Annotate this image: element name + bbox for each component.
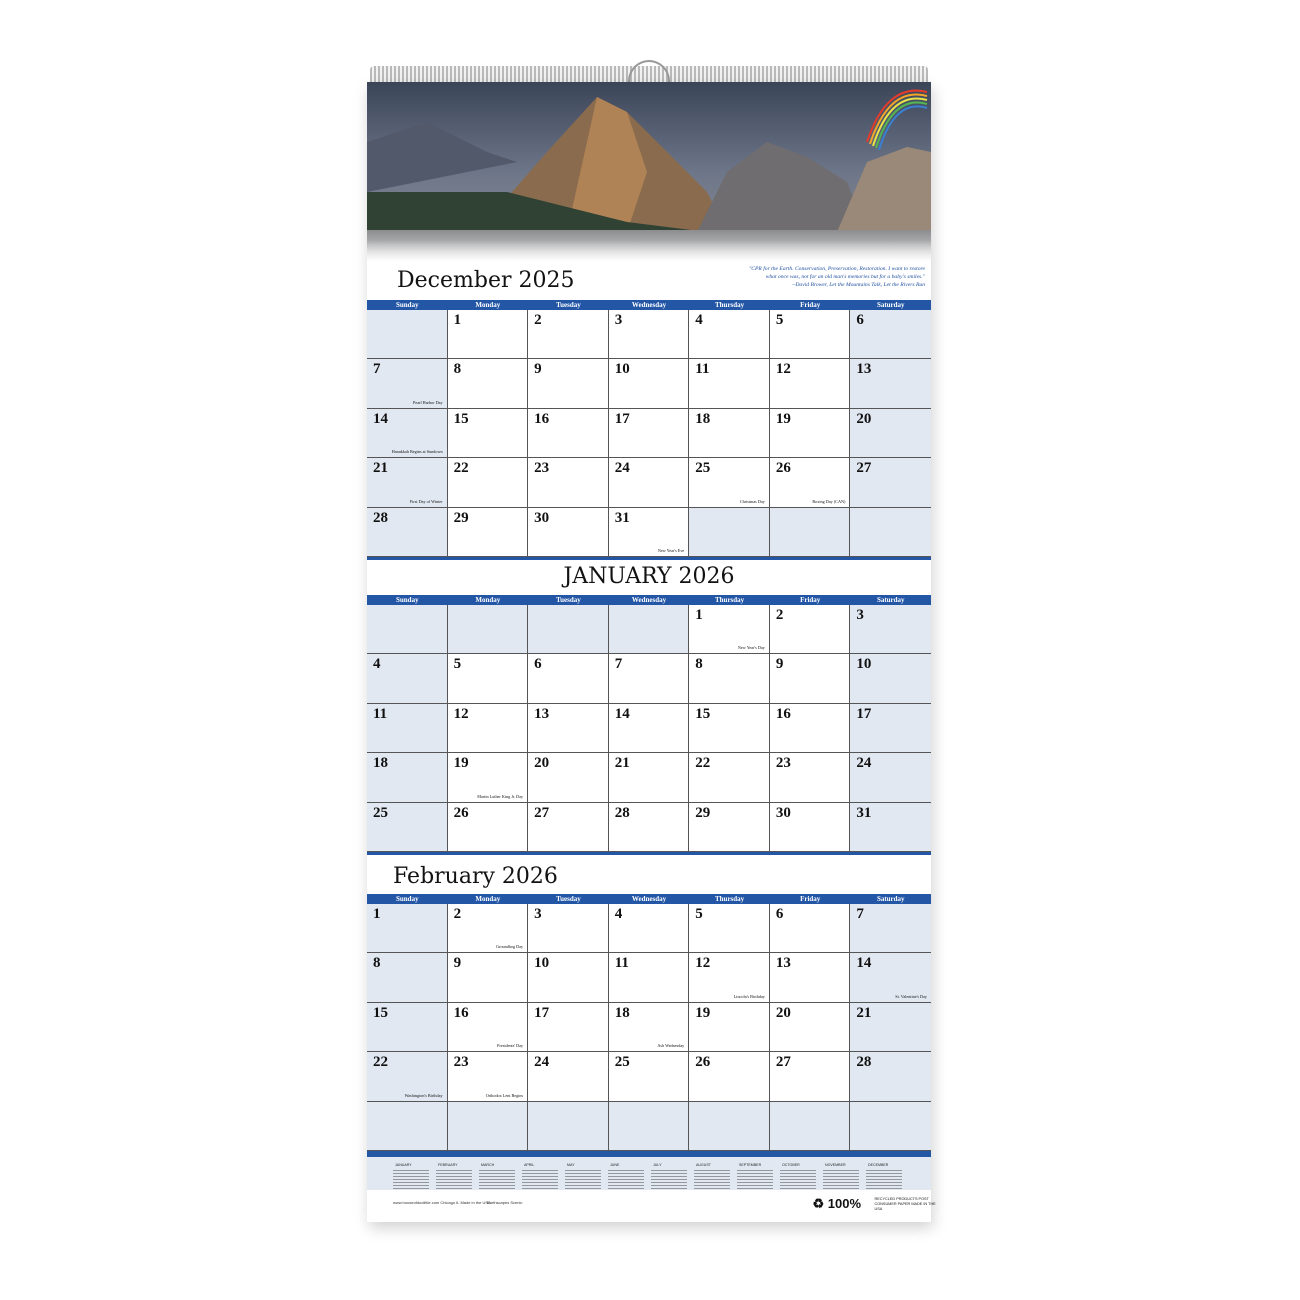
- day-cell: [689, 704, 770, 753]
- day-number: 18: [614, 1004, 630, 1021]
- year-at-a-glance-strip: [367, 1154, 931, 1190]
- day-number: 17: [534, 1004, 550, 1021]
- day-cell: [689, 310, 770, 359]
- year-strip-mini-month: [522, 1169, 558, 1189]
- day-cell: [850, 409, 931, 458]
- day-cell: [448, 1003, 529, 1052]
- day-cell: [770, 310, 851, 359]
- empty-day-cell: [609, 605, 690, 654]
- weekday-header: [367, 300, 931, 310]
- day-cell: [609, 704, 690, 753]
- day-cell: [770, 753, 851, 802]
- holiday-label: Christmas Day: [739, 498, 765, 504]
- day-number: 4: [614, 906, 623, 922]
- year-strip-mini-month: [737, 1169, 773, 1189]
- day-cell: [850, 458, 931, 507]
- holiday-label: First Day of Winter: [409, 498, 443, 504]
- empty-day-cell: [689, 508, 770, 557]
- day-cell: [850, 753, 931, 802]
- day-number: 18: [373, 755, 388, 772]
- day-cell: [448, 409, 529, 458]
- wall-calendar: [367, 82, 936, 1222]
- day-cell: [367, 508, 448, 557]
- day-number: 18: [695, 410, 711, 427]
- year-strip-month-label: JULY: [653, 1163, 662, 1167]
- day-cell: [609, 310, 690, 359]
- month-title: February 2026: [393, 864, 558, 889]
- day-number: 8: [695, 656, 703, 673]
- weekday-label: Tuesday: [556, 596, 581, 604]
- day-number: 12: [775, 361, 791, 378]
- day-cell: [528, 654, 609, 703]
- day-cell: [609, 1052, 690, 1101]
- day-number: 23: [453, 1054, 469, 1071]
- holiday-label: Presidents' Day: [497, 1043, 524, 1049]
- day-number: 28: [614, 804, 630, 821]
- year-strip-mini-month: [694, 1169, 730, 1189]
- day-number: 2: [453, 906, 462, 922]
- calendar-grid: [367, 605, 931, 855]
- holiday-label: Boxing Day (CAN): [812, 498, 846, 504]
- day-cell: [609, 953, 690, 1002]
- day-cell: [367, 904, 448, 953]
- year-strip-mini-month: [565, 1169, 601, 1189]
- day-number: 8: [373, 955, 381, 972]
- weekday-label: Tuesday: [556, 895, 581, 903]
- day-number: 13: [856, 361, 872, 378]
- day-cell: [448, 508, 529, 557]
- holiday-label: Lincoln's Birthday: [733, 993, 765, 999]
- day-cell: [850, 704, 931, 753]
- day-number: 2: [775, 607, 784, 623]
- day-number: 11: [695, 361, 710, 378]
- day-number: 19: [775, 410, 791, 427]
- weekday-header: [367, 894, 931, 904]
- year-strip-mini-month: [823, 1169, 859, 1189]
- day-cell: [689, 803, 770, 852]
- day-cell: [850, 654, 931, 703]
- month-title: December 2025: [397, 268, 575, 293]
- month-january-2026: [367, 562, 931, 856]
- holiday-label: Groundhog Day: [496, 944, 524, 950]
- day-number: 27: [775, 1054, 791, 1071]
- year-strip-month-label: MAY: [567, 1163, 575, 1167]
- day-number: 9: [453, 955, 462, 972]
- calendar-grid: [367, 904, 931, 1154]
- year-strip-month-label: JUNE: [610, 1163, 620, 1167]
- hanger-loop: [628, 60, 670, 82]
- day-cell: [689, 904, 770, 953]
- holiday-label: New Year's Eve: [657, 548, 685, 553]
- day-cell: [367, 1003, 448, 1052]
- day-number: 6: [775, 906, 784, 922]
- day-number: 9: [775, 656, 784, 673]
- day-cell: [770, 458, 851, 507]
- day-number: 9: [534, 361, 542, 378]
- year-strip-month-label: FEBRUARY: [438, 1163, 458, 1167]
- day-number: 2: [534, 312, 542, 328]
- year-strip-month-label: APRIL: [524, 1163, 535, 1167]
- day-cell: [689, 1052, 770, 1101]
- day-number: 25: [614, 1054, 630, 1071]
- day-number: 5: [695, 906, 703, 922]
- day-cell: [689, 458, 770, 507]
- day-cell: [528, 458, 609, 507]
- day-number: 23: [534, 460, 550, 477]
- day-number: 22: [695, 755, 711, 772]
- weekday-label: Monday: [475, 895, 501, 903]
- day-cell: [528, 953, 609, 1002]
- day-cell: [609, 508, 690, 557]
- day-cell: [367, 1052, 448, 1101]
- weekday-label: Tuesday: [556, 301, 581, 309]
- empty-day-cell: [367, 310, 448, 359]
- day-number: 20: [534, 755, 550, 772]
- day-number: 24: [534, 1054, 550, 1071]
- weekday-label: Friday: [800, 301, 821, 309]
- day-number: 10: [534, 955, 550, 972]
- day-cell: [689, 605, 770, 654]
- day-number: 26: [775, 460, 791, 477]
- day-cell: [528, 704, 609, 753]
- day-cell: [448, 704, 529, 753]
- day-number: 11: [373, 705, 388, 722]
- weekday-header: [367, 595, 931, 605]
- day-number: 5: [453, 656, 462, 673]
- empty-day-cell: [367, 1102, 448, 1151]
- day-number: 16: [775, 705, 791, 722]
- day-cell: [850, 803, 931, 852]
- day-number: 13: [534, 705, 550, 722]
- year-strip-mini-month: [780, 1169, 816, 1189]
- day-number: 29: [453, 509, 469, 526]
- day-cell: [367, 753, 448, 802]
- empty-day-cell: [850, 508, 931, 557]
- weekday-label: Wednesday: [631, 301, 667, 309]
- weekday-label: Monday: [475, 596, 501, 604]
- year-strip-month-label: MARCH: [481, 1163, 495, 1167]
- day-cell: [770, 953, 851, 1002]
- day-number: 1: [373, 906, 381, 922]
- empty-day-cell: [528, 1102, 609, 1151]
- day-number: 19: [453, 755, 469, 772]
- weekday-label: Sunday: [396, 596, 419, 604]
- day-number: 1: [453, 312, 462, 328]
- day-number: 24: [614, 460, 630, 477]
- day-cell: [609, 1003, 690, 1052]
- day-cell: [770, 1052, 851, 1101]
- day-cell: [448, 904, 529, 953]
- day-number: 27: [534, 804, 550, 821]
- holiday-label: Pearl Harbor Day: [413, 399, 443, 405]
- day-cell: [689, 654, 770, 703]
- day-number: 20: [775, 1004, 791, 1021]
- day-cell: [367, 654, 448, 703]
- day-cell: [609, 803, 690, 852]
- year-strip-mini-month: [479, 1169, 515, 1189]
- day-number: 3: [534, 906, 542, 922]
- recycled-badge: ♻ 100% RECYCLED PRODUCTS POST CONSUMER PAPER MADE IN THE USA: [812, 1196, 936, 1211]
- day-number: 17: [856, 705, 872, 722]
- year-strip-month-label: DECEMBER: [868, 1163, 889, 1167]
- empty-day-cell: [448, 605, 529, 654]
- day-cell: [609, 409, 690, 458]
- holiday-label: New Year's Day: [737, 645, 765, 651]
- day-cell: [770, 654, 851, 703]
- day-cell: [770, 1003, 851, 1052]
- day-number: 31: [614, 509, 630, 526]
- day-number: 24: [856, 755, 872, 772]
- month-december-2025: [367, 268, 931, 560]
- day-cell: [448, 803, 529, 852]
- day-number: 27: [856, 460, 872, 477]
- day-number: 26: [695, 1054, 711, 1071]
- day-number: 7: [373, 361, 381, 378]
- holiday-label: Hanukkah Begins at Sundown: [391, 449, 443, 455]
- day-cell: [850, 605, 931, 654]
- year-strip-mini-month: [866, 1169, 902, 1189]
- weekday-label: Thursday: [715, 596, 745, 604]
- month-february-2026: [367, 860, 931, 1154]
- weekday-label: Thursday: [715, 895, 745, 903]
- day-cell: [770, 359, 851, 408]
- day-cell: [609, 904, 690, 953]
- year-strip-month-label: OCTOBER: [782, 1163, 800, 1167]
- day-cell: [448, 1052, 529, 1101]
- day-number: 25: [373, 804, 388, 821]
- day-number: 15: [373, 1004, 388, 1021]
- day-cell: [528, 1003, 609, 1052]
- day-cell: [850, 1003, 931, 1052]
- day-cell: [528, 508, 609, 557]
- day-cell: [689, 409, 770, 458]
- day-number: 10: [614, 361, 630, 378]
- day-number: 4: [373, 656, 381, 673]
- holiday-label: St. Valentine's Day: [895, 993, 927, 999]
- empty-day-cell: [528, 605, 609, 654]
- day-number: 17: [614, 410, 630, 427]
- day-number: 28: [373, 509, 388, 526]
- year-strip-mini-month: [436, 1169, 472, 1189]
- day-number: 14: [373, 410, 388, 427]
- year-strip-month-label: SEPTEMBER: [739, 1163, 762, 1167]
- day-number: 3: [856, 607, 864, 623]
- sku-text: Earthscapes Scenic: [487, 1200, 523, 1205]
- day-cell: [689, 753, 770, 802]
- day-cell: [448, 654, 529, 703]
- weekday-label: Saturday: [876, 596, 905, 604]
- day-cell: [850, 1052, 931, 1101]
- day-cell: [770, 803, 851, 852]
- day-cell: [528, 359, 609, 408]
- day-number: 21: [614, 755, 630, 772]
- day-number: 26: [453, 804, 469, 821]
- day-cell: [770, 904, 851, 953]
- year-strip-month-label: NOVEMBER: [825, 1163, 846, 1167]
- holiday-label: Martin Luther King Jr. Day: [477, 793, 524, 799]
- day-cell: [850, 310, 931, 359]
- day-number: 22: [453, 460, 469, 477]
- day-cell: [528, 409, 609, 458]
- day-cell: [770, 409, 851, 458]
- day-number: 10: [856, 656, 872, 673]
- empty-day-cell: [850, 1102, 931, 1151]
- day-cell: [367, 953, 448, 1002]
- day-cell: [528, 803, 609, 852]
- holiday-label: Ash Wednesday: [657, 1043, 685, 1049]
- day-cell: [528, 904, 609, 953]
- day-number: 23: [775, 755, 791, 772]
- holiday-label: Washington's Birthday: [404, 1092, 443, 1098]
- empty-day-cell: [448, 1102, 529, 1151]
- weekday-label: Thursday: [715, 301, 745, 309]
- day-cell: [770, 605, 851, 654]
- weekday-label: Sunday: [396, 895, 419, 903]
- year-strip-mini-month: [651, 1169, 687, 1189]
- day-cell: [609, 753, 690, 802]
- day-cell: [448, 753, 529, 802]
- empty-day-cell: [689, 1102, 770, 1151]
- day-number: 30: [775, 804, 791, 821]
- weekday-label: Saturday: [876, 895, 905, 903]
- weekday-label: Friday: [800, 596, 821, 604]
- day-number: 3: [614, 312, 623, 328]
- day-number: 16: [534, 410, 550, 427]
- day-cell: [528, 753, 609, 802]
- day-number: 14: [856, 955, 872, 972]
- day-number: 28: [856, 1054, 872, 1071]
- calendar-grid: [367, 310, 931, 560]
- day-number: 7: [614, 656, 623, 673]
- day-number: 22: [373, 1054, 388, 1071]
- day-number: 15: [695, 705, 711, 722]
- day-cell: [609, 654, 690, 703]
- empty-day-cell: [609, 1102, 690, 1151]
- day-cell: [850, 904, 931, 953]
- day-number: 20: [856, 410, 872, 427]
- day-number: 6: [534, 656, 542, 673]
- day-number: 12: [453, 705, 469, 722]
- day-number: 25: [695, 460, 711, 477]
- day-number: 30: [534, 509, 550, 526]
- day-number: 5: [775, 312, 784, 328]
- day-cell: [528, 1052, 609, 1101]
- day-number: 15: [453, 410, 469, 427]
- mountain-photo: [367, 82, 931, 262]
- day-cell: [367, 359, 448, 408]
- empty-day-cell: [770, 1102, 851, 1151]
- brand-text: www.houseofdoolittle.com Chicago IL Made in the USA: [393, 1200, 491, 1205]
- holiday-label: Orthodox Lent Begins: [485, 1092, 524, 1098]
- recycle-icon: ♻: [812, 1196, 825, 1211]
- day-cell: [850, 359, 931, 408]
- weekday-label: Wednesday: [631, 895, 667, 903]
- day-number: 21: [856, 1004, 872, 1021]
- day-number: 1: [695, 607, 703, 623]
- day-cell: [850, 953, 931, 1002]
- year-strip-month-label: JANUARY: [395, 1163, 412, 1167]
- day-cell: [770, 704, 851, 753]
- day-cell: [367, 803, 448, 852]
- day-cell: [367, 458, 448, 507]
- day-number: 6: [856, 312, 864, 328]
- day-cell: [448, 310, 529, 359]
- day-cell: [689, 953, 770, 1002]
- day-cell: [528, 310, 609, 359]
- day-cell: [689, 359, 770, 408]
- day-cell: [448, 953, 529, 1002]
- day-number: 19: [695, 1004, 711, 1021]
- year-strip-month-label: AUGUST: [696, 1163, 711, 1167]
- weekday-label: Monday: [475, 301, 501, 309]
- calendar-footer: [367, 1190, 936, 1220]
- day-number: 29: [695, 804, 711, 821]
- weekday-label: Saturday: [876, 301, 905, 309]
- weekday-label: Wednesday: [631, 596, 667, 604]
- day-cell: [448, 359, 529, 408]
- weekday-label: Sunday: [396, 301, 419, 309]
- day-cell: [609, 458, 690, 507]
- quote: "CPR for the Earth. Conservation, Preservation, Restoration. I want to restore what once was, not for an old man's memories but for a baby's smiles." ~David Brower, Let the Mountains Talk, Let the Rivers Run: [748, 266, 925, 288]
- day-number: 8: [453, 361, 462, 378]
- month-title: JANUARY 2026: [563, 564, 735, 589]
- empty-day-cell: [770, 508, 851, 557]
- weekday-label: Friday: [800, 895, 821, 903]
- day-number: 13: [775, 955, 791, 972]
- day-cell: [609, 359, 690, 408]
- day-number: 14: [614, 705, 630, 722]
- empty-day-cell: [367, 605, 448, 654]
- day-cell: [448, 458, 529, 507]
- day-number: 7: [856, 906, 864, 922]
- day-number: 12: [695, 955, 711, 972]
- day-number: 4: [695, 312, 703, 328]
- day-number: 11: [614, 955, 629, 972]
- day-cell: [689, 1003, 770, 1052]
- year-strip-mini-month: [608, 1169, 644, 1189]
- day-cell: [367, 409, 448, 458]
- year-strip-mini-month: [393, 1169, 429, 1189]
- day-number: 16: [453, 1004, 469, 1021]
- day-number: 31: [856, 804, 872, 821]
- day-number: 21: [373, 460, 388, 477]
- day-cell: [367, 704, 448, 753]
